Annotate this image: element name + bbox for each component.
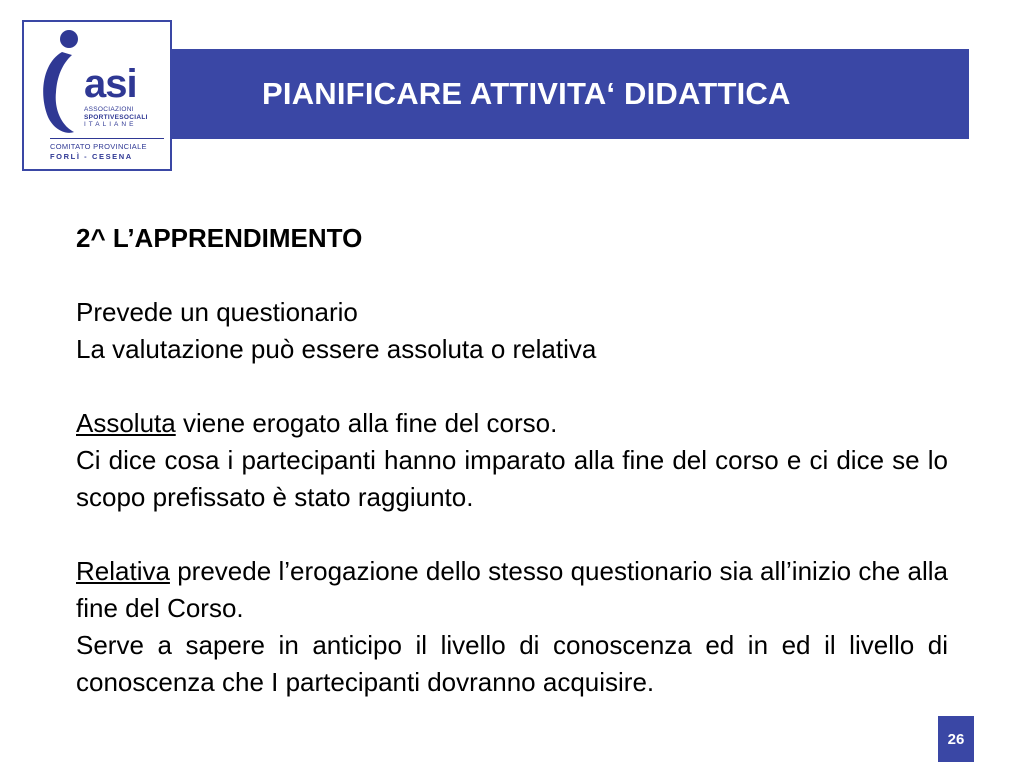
asi-logo: [22, 20, 172, 171]
section-heading: 2^ L’APPRENDIMENTO: [76, 223, 363, 253]
relativa-definition: Relativa prevede l’erogazione dello stesso questionario sia all’inizio che alla fine del Corso.: [76, 556, 948, 623]
assoluta-body: Ci dice cosa i partecipanti hanno imparato alla fine del corso e ci dice se lo scopo prefissato è stato raggiunto.: [76, 445, 948, 512]
assoluta-term: Assoluta: [76, 408, 176, 438]
slide-content: [76, 220, 948, 701]
intro-line-1: Prevede un questionario: [76, 297, 358, 327]
logo-divider: [50, 138, 164, 139]
relativa-term: Relativa: [76, 556, 170, 586]
page-number: 26: [938, 716, 974, 762]
assoluta-definition: Assoluta viene erogato alla fine del corso.: [76, 408, 558, 438]
logo-subtitle: ASSOCIAZIONI SPORTIVESOCIALI ITALIANE: [84, 106, 148, 128]
relativa-body: Serve a sapere in anticipo il livello di conoscenza ed in ed il livello di conoscenza che I partecipanti dovranno acquisire.: [76, 630, 948, 697]
logo-wordmark: asi: [84, 62, 137, 106]
intro-line-2: La valutazione può essere assoluta o relativa: [76, 334, 597, 364]
logo-comitato: COMITATO PROVINCIALE FORLÌ - CESENA: [50, 142, 147, 161]
slide-title: PIANIFICARE ATTIVITA‘ DIDATTICA: [262, 76, 791, 111]
